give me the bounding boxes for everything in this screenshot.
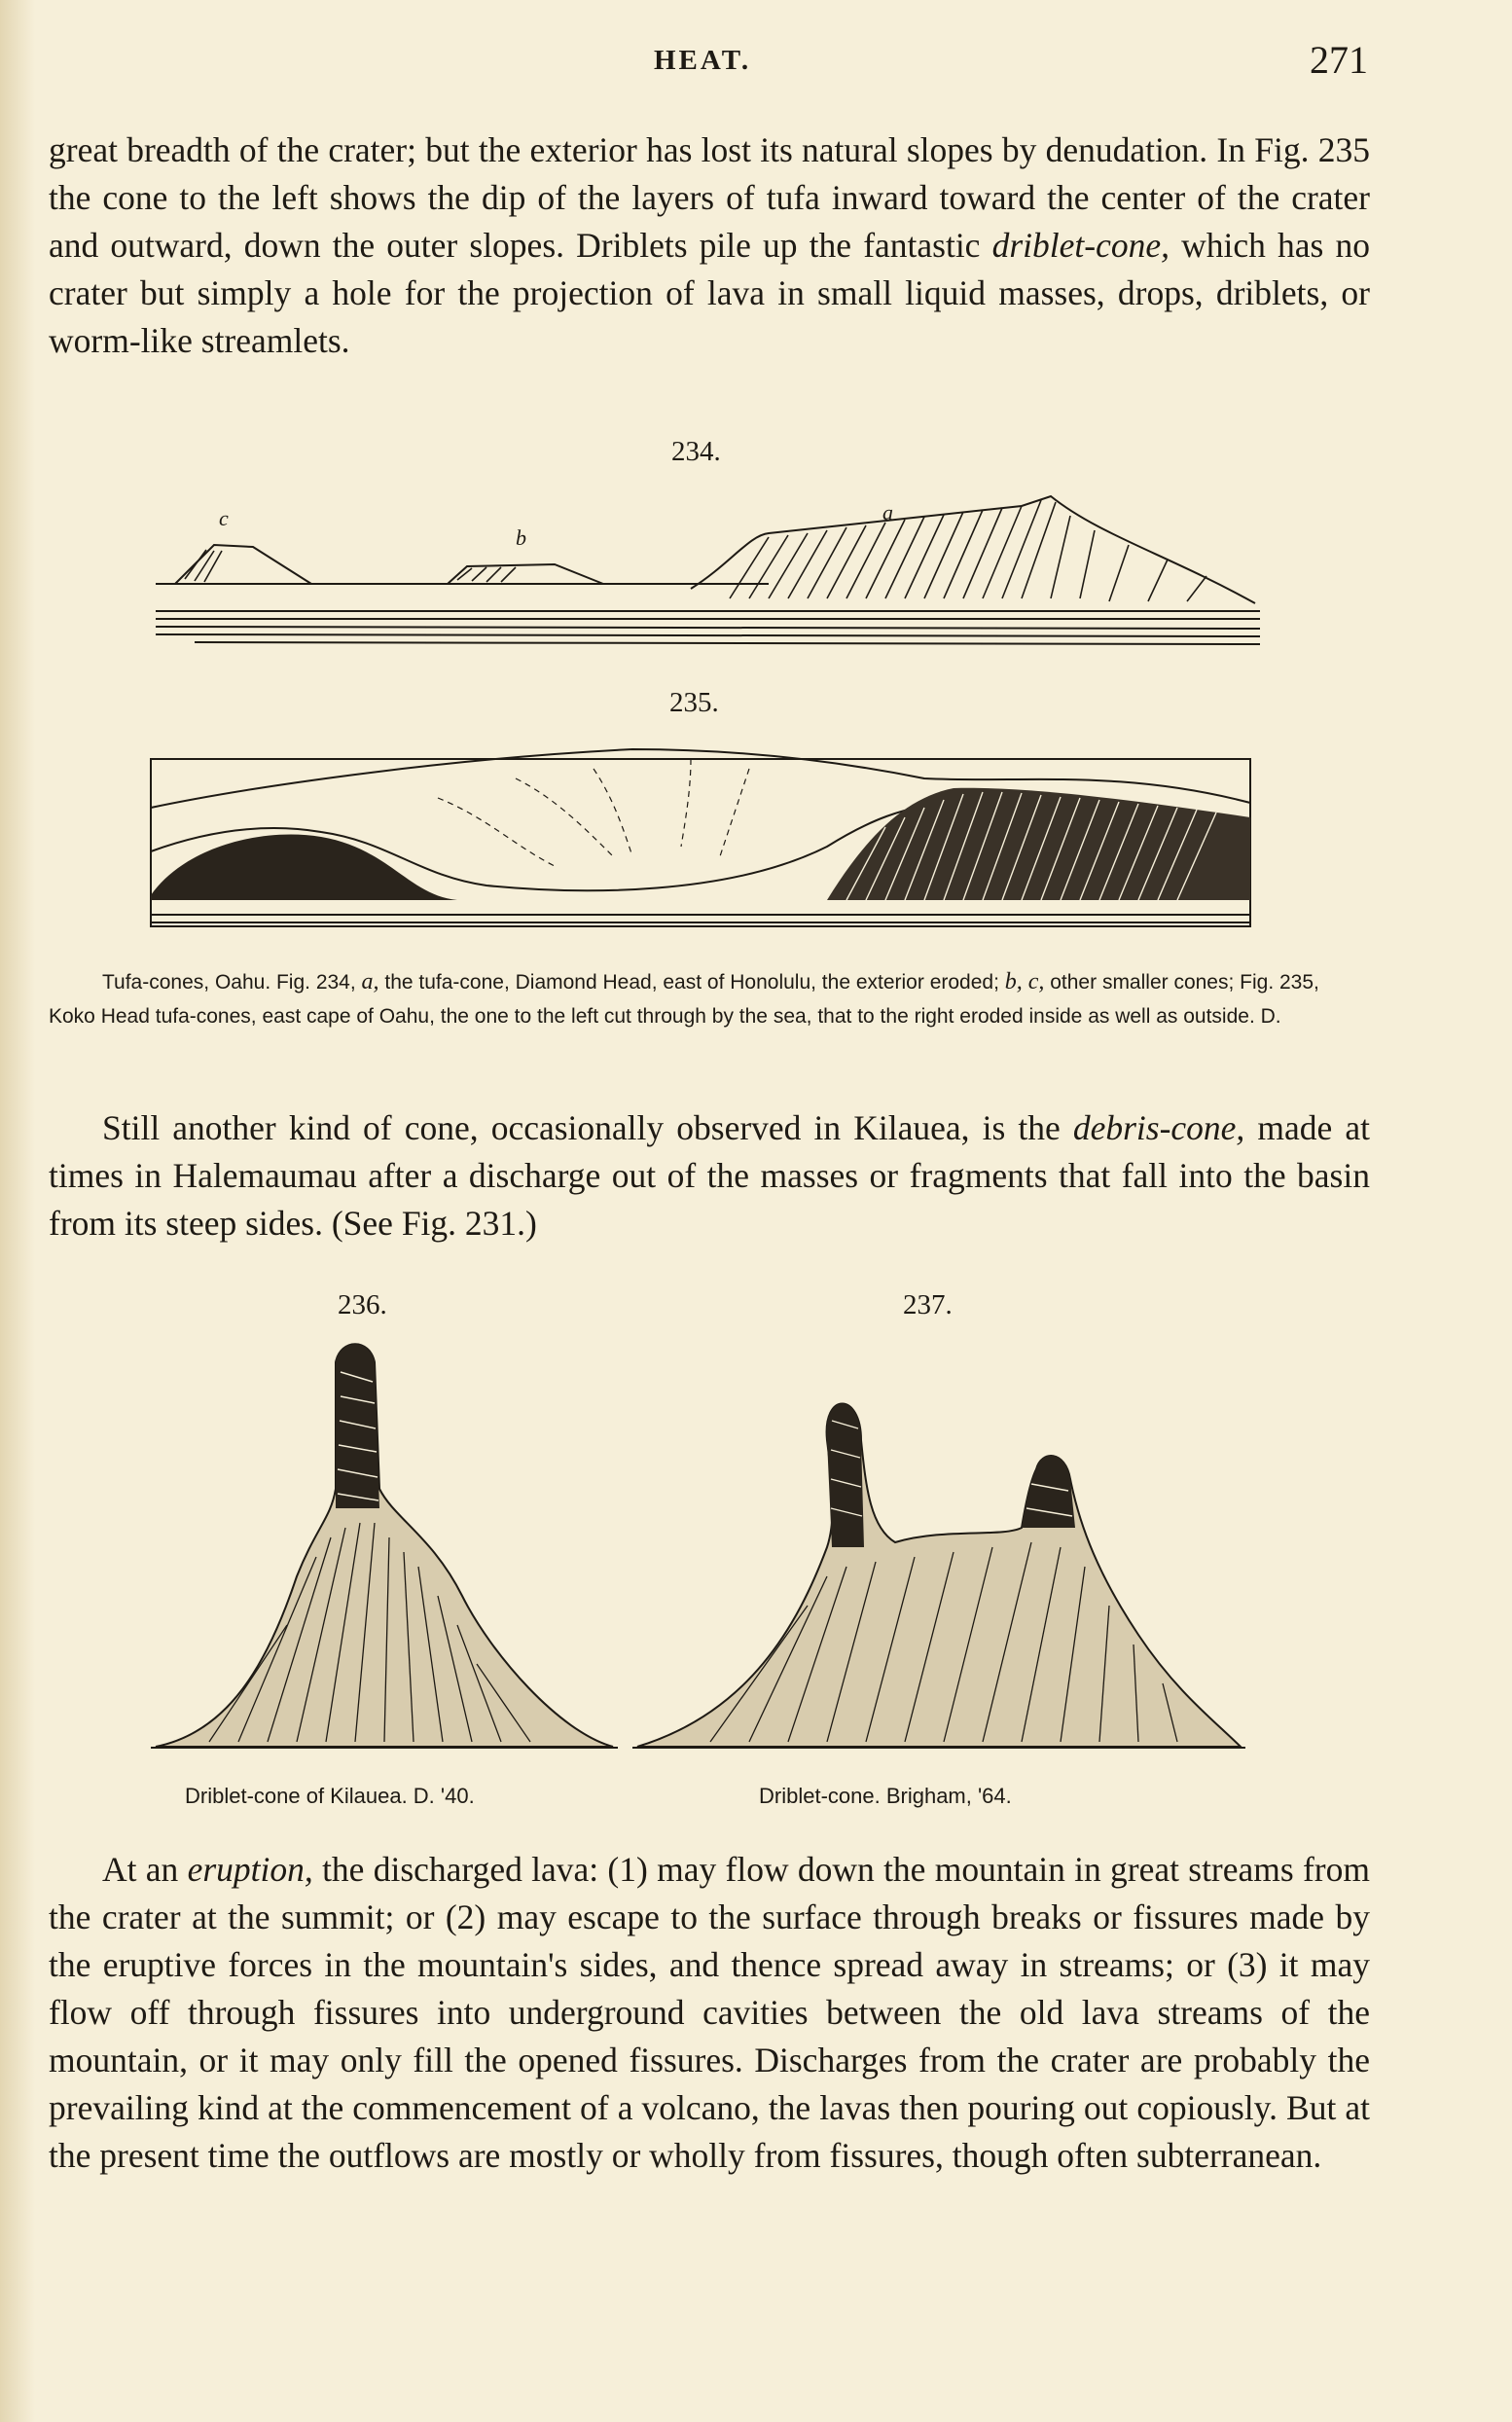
- figure-234-label-b: b: [516, 525, 526, 550]
- paragraph-2-text-b: made at times in Halemaumau after a discharge out of the masses or fragments that fall into the basin from its steep sides. (See Fig. 231.): [49, 1108, 1370, 1243]
- paragraph-3-term-eruption: eruption,: [187, 1850, 313, 1889]
- paragraph-1: [49, 127, 1370, 365]
- figure-236-caption: Driblet-cone of Kilauea. D. '40.: [185, 1784, 475, 1808]
- page-header: [0, 37, 1512, 86]
- figure-237-caption: Driblet-cone. Brigham, '64.: [759, 1784, 1012, 1808]
- figure-234-illustration: [146, 487, 1265, 652]
- figure-235-number: 235.: [669, 687, 719, 718]
- paragraph-2: [49, 1104, 1370, 1247]
- caption-text-c: other smaller cones; Fig. 235, Koko Head tufa-cones, east cape of Oahu, the one to the left cut through by the sea, that to the right eroded inside as well as outside. D.: [49, 971, 1319, 1028]
- figure-234-label-c: c: [219, 506, 229, 530]
- paragraph-1-text-a: great breadth of the crater; but the exterior has lost its natural slopes by denudation. In Fig. 235 the cone to the left shows the dip of the layers of tufa inward toward the center of the crater and outward, down the outer slopes. Driblets pile up the fantastic: [49, 130, 1370, 265]
- figure-236-number: 236.: [338, 1289, 387, 1320]
- paragraph-2-text-a: Still another kind of cone, occasionally observed in Kilauea, is the: [102, 1108, 1073, 1147]
- paragraph-3: [49, 1846, 1370, 2180]
- running-head: HEAT.: [654, 45, 752, 76]
- figure-234-number: 234.: [671, 436, 721, 467]
- caption-italic-a: a,: [361, 969, 379, 994]
- paragraph-3-text-a: At an: [102, 1850, 188, 1889]
- figure-236-illustration: [151, 1343, 618, 1752]
- figure-237-illustration: [632, 1382, 1245, 1752]
- caption-text-a: Tufa-cones, Oahu. Fig. 234,: [102, 971, 362, 994]
- paragraph-2-term-debris-cone: debris-cone,: [1072, 1108, 1245, 1147]
- figure-237-number: 237.: [903, 1289, 953, 1320]
- caption-text-b: the tufa-cone, Diamond Head, east of Honolulu, the exterior eroded;: [378, 971, 1005, 994]
- page-number: 271: [1310, 38, 1368, 82]
- paragraph-1-term-driblet-cone: driblet-cone,: [991, 226, 1170, 265]
- figure-234-label-a: a: [882, 500, 893, 524]
- figure-235-illustration: [146, 740, 1255, 944]
- paragraph-1-text-b: which has no crater but simply a hole for the projection of lava in small liquid masses, drops, driblets, or worm-like streamlets.: [49, 226, 1370, 360]
- page-gutter-shadow: [0, 0, 35, 2422]
- paragraph-3-text-b: the discharged lava: (1) may flow down the mountain in great streams from the crater at the summit; or (2) may escape to the surface through breaks or fissures made by the eruptive forces in the mountain's sides, and thence spread away in streams; or (3) it may flow off through fissures into underground cavities between the old lava streams of the mountain, or it may only fill the opened fissures. Discharges from the crater are probably the prevailing kind at the commencement of a volcano, the lavas then pouring out copiously. But at the present time the outflows are mostly or wholly from fissures, though often subterranean.: [49, 1850, 1370, 2175]
- caption-italic-bc: b, c,: [1004, 969, 1045, 994]
- figure-234-235-caption: [49, 965, 1370, 1033]
